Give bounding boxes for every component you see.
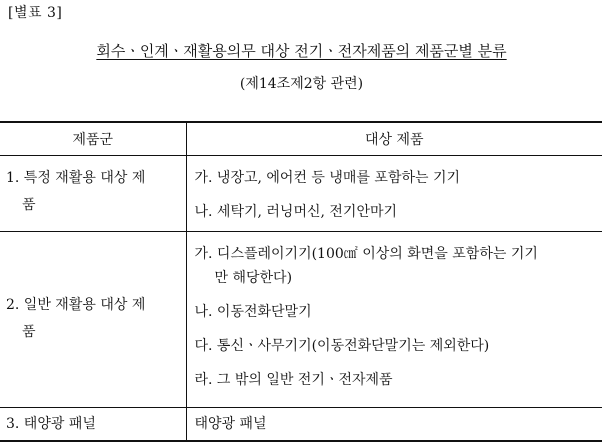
product-item	[195, 236, 597, 294]
product-item: 다. 통신ㆍ사무기기(이동전화단말기는 제외한다)	[194, 338, 490, 354]
category-label-continued: 품	[22, 324, 36, 340]
category-cell	[0, 156, 186, 232]
annex-label: [별표 3]	[8, 5, 63, 21]
category-cell	[0, 408, 186, 442]
category-label: 1. 특정 재활용 대상 제	[6, 170, 146, 186]
products-cell	[186, 156, 602, 232]
column-header-product-group: 제품군	[0, 122, 186, 156]
category-label-continued: 품	[22, 197, 36, 213]
products-cell	[186, 232, 602, 408]
product-item: 태양광 패널	[194, 416, 267, 432]
column-header-target-products: 대상 제품	[186, 122, 602, 156]
product-item: 나. 세탁기, 러닝머신, 전기안마기	[194, 204, 398, 220]
product-item-line: 가. 디스플레이기기(100㎠ 이상의 화면을 포함하는 기기	[194, 246, 538, 262]
table-row	[0, 232, 602, 408]
category-label: 2. 일반 재활용 대상 제	[6, 297, 146, 313]
product-item: 나. 이동전화단말기	[194, 304, 312, 320]
table-row	[0, 156, 602, 232]
classification-table	[0, 121, 602, 442]
document-subtitle: (제14조제2항 관련)	[239, 76, 364, 92]
product-item-line-continued: 만 해당한다)	[214, 270, 293, 286]
category-label: 3. 태양광 패널	[6, 416, 96, 432]
category-cell	[0, 232, 186, 408]
product-item: 가. 냉장고, 에어컨 등 냉매를 포함하는 기기	[194, 170, 461, 186]
products-cell	[186, 408, 602, 442]
table-row	[0, 408, 602, 442]
table-header-row	[0, 122, 602, 156]
product-item: 라. 그 밖의 일반 전기ㆍ전자제품	[194, 372, 393, 388]
document-title: 회수ㆍ인계ㆍ재활용의무 대상 전기ㆍ전자제품의 제품군별 분류	[96, 42, 507, 60]
